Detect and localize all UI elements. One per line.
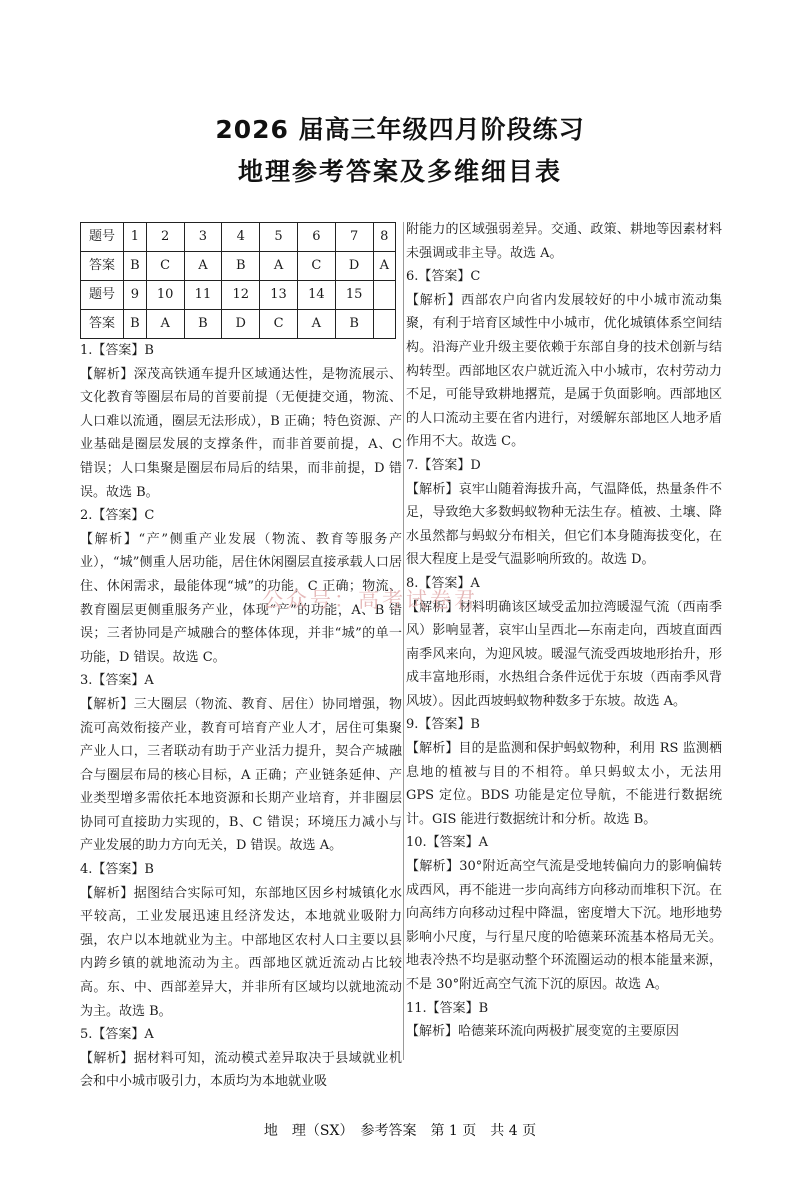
answer-heading: 11.【答案】B — [406, 1000, 489, 1016]
table-cell: 1 — [124, 223, 147, 252]
answer-table — [80, 222, 396, 339]
table-cell: 3 — [184, 223, 222, 252]
answer-heading: 9.【答案】B — [406, 717, 480, 733]
table-cell — [373, 310, 395, 339]
answer-explanation: 【解析】“产”侧重产业发展（物流、教育等服务产业），“城”侧重人居功能，居住休闲圈层直接承载人口居住、休闲需求，最能体现“城”的功能，C 正确；物流、教育圈层更侧重服务产业，体现“产”的功能，A、B 错误；三者协同是产城融合的整体体现，并非“城”的单一功能，D 错误。故选 C。 — [80, 531, 402, 665]
answer-explanation: 【解析】哈德莱环流向两极扩展变宽的主要原因 — [406, 1024, 680, 1040]
table-cell: 12 — [222, 281, 260, 310]
table-row — [81, 310, 396, 339]
table-cell — [373, 281, 395, 310]
table-cell: A — [373, 252, 395, 281]
left-column — [80, 222, 402, 1094]
table-cell: 题号 — [81, 281, 124, 310]
table-cell: A — [260, 252, 298, 281]
answer-heading: 8.【答案】A — [406, 575, 480, 591]
answer-explanation: 【解析】哀牢山随着海拔升高，气温降低，热量条件不足，导致绝大多数蚂蚁物种无法生存。植被、土壤、降水虽然都与蚂蚁分布相关，但它们本身随海拔变化，在很大程度上是受气温影响所致的。故选 D。 — [406, 481, 722, 568]
table-cell: A — [297, 310, 335, 339]
column-divider — [403, 222, 404, 1060]
table-row — [81, 281, 396, 310]
answer-item — [80, 858, 402, 1023]
table-cell: A — [146, 310, 184, 339]
answer-item — [406, 265, 722, 454]
answer-item — [406, 454, 722, 572]
table-cell: B — [184, 310, 222, 339]
table-cell: B — [124, 310, 147, 339]
table-cell: 13 — [260, 281, 298, 310]
page-subtitle: 地理参考答案及多维细目表 — [237, 157, 562, 186]
table-cell: C — [146, 252, 184, 281]
answer-heading: 10.【答案】A — [406, 835, 489, 851]
answer-explanation: 【解析】深茂高铁通车提升区域通达性，是物流展示、文化教育等圈层布局的首要前提（无便捷交通，物流、人口难以流通，圈层无法形成），B 正确；特色资源、产业基础是圈层发展的支撑条件，而非首要前提，A、C 错误；人口集聚是圈层布局后的结果，而非前提，D 错误。故选 B。 — [80, 366, 402, 500]
table-cell: 6 — [297, 223, 335, 252]
answer-item — [406, 831, 722, 996]
answer-explanation: 【解析】西部农户向省内发展较好的中小城市流动集聚，有利于培育区域性中小城市，优化城镇体系空间结构。沿海产业升级主要依赖于东部自身的技术创新与结构转型。西部地区农户就近流入中小城市，农村劳动力不足，可能导致耕地撂荒，是属于负面影响。西部地区的人口流动主要在省内进行，对缓解东部地区人地矛盾作用不大。故选 C。 — [406, 292, 722, 450]
table-cell: D — [222, 310, 260, 339]
table-cell: 8 — [373, 223, 395, 252]
table-cell: 15 — [335, 281, 373, 310]
table-cell: 答案 — [81, 310, 124, 339]
table-cell: B — [335, 310, 373, 339]
answer-explanation: 【解析】材料明确该区域受孟加拉湾暖湿气流（西南季风）影响显著，哀牢山呈西北—东南走向，西坡直面西南季风来向，为迎风坡。暖湿气流受西坡地形抬升，形成丰富地形雨，水热组合条件远优于东坡（西南季风背风坡）。因此西坡蚂蚁物种数多于东坡。故选 A。 — [406, 599, 722, 709]
answer-explanation: 【解析】据材料可知，流动模式差异取决于县域就业机会和中小城市吸引力，本质均为本地就业吸 — [80, 1050, 402, 1090]
answer-heading: 2.【答案】C — [80, 508, 155, 524]
table-cell: C — [297, 252, 335, 281]
answer-heading: 4.【答案】B — [80, 862, 154, 878]
answer-heading: 5.【答案】A — [80, 1027, 154, 1043]
answer-heading: 7.【答案】D — [406, 457, 481, 473]
answer-heading: 6.【答案】C — [406, 269, 481, 285]
page-footer: 地 理（SX） 参考答案 第 1 页 共 4 页 — [263, 1123, 537, 1139]
watermark: 公众号：高考试卷君 — [262, 588, 478, 612]
answer-item — [80, 339, 402, 504]
continued-text: 附能力的区域强弱差异。交通、政策、耕地等因素材料未强调或非主导。故选 A。 — [406, 222, 722, 261]
table-cell: C — [260, 310, 298, 339]
answer-item — [80, 669, 402, 858]
answer-item — [406, 997, 722, 1044]
table-cell: 2 — [146, 223, 184, 252]
table-cell: 4 — [222, 223, 260, 252]
table-cell: 11 — [184, 281, 222, 310]
table-cell: A — [184, 252, 222, 281]
table-cell: 题号 — [81, 223, 124, 252]
table-cell: B — [222, 252, 260, 281]
answer-heading: 3.【答案】A — [80, 673, 154, 689]
answer-explanation: 【解析】30°附近高空气流是受地转偏向力的影响偏转成西风，再不能进一步向高纬方向移动而堆积下沉。在向高纬方向移动过程中降温，密度增大下沉。地形地势影响小尺度，与行星尺度的哈德莱环流基本格局无关。地表冷热不均是驱动整个环流圈运动的根本能量来源，不是 30°附近高空气流下沉的原因。故选 A。 — [406, 859, 722, 992]
answer-item — [80, 1023, 402, 1094]
table-cell: 14 — [297, 281, 335, 310]
table-cell: D — [335, 252, 373, 281]
answer-explanation: 【解析】三大圈层（物流、教育、居住）协同增强，物流可高效衔接产业，教育可培育产业人才，居住可集聚产业人口，三者联动有助于产业活力提升，契合产城融合与圈层布局的核心目标，A 正确；产业链条延伸、产业类型增多需依托本地资源和长期产业培育，并非圈层协同可直接助力实现的，B、C 错误；环境压力减小与产业发展的助力方向无关，D 错误。故选 A。 — [80, 696, 402, 854]
table-cell: 10 — [146, 281, 184, 310]
table-cell: B — [124, 252, 147, 281]
answer-heading: 1.【答案】B — [80, 343, 154, 358]
right-column — [406, 218, 722, 1044]
answer-item — [406, 713, 722, 831]
table-cell: 9 — [124, 281, 147, 310]
table-cell: 答案 — [81, 252, 124, 281]
answer-item — [406, 572, 722, 714]
table-cell: 5 — [260, 223, 298, 252]
page-title: 2026 届高三年级四月阶段练习 — [215, 115, 585, 144]
answer-explanation: 【解析】目的是监测和保护蚂蚁物种，利用 RS 监测栖息地的植被与目的不相符。单只蚂蚁太小，无法用 GPS 定位。BDS 功能是定位导航，不能进行数据统计。GIS 能进行数据统计和分析。故选 B。 — [406, 741, 722, 827]
answer-item — [80, 504, 402, 669]
table-row — [81, 223, 396, 252]
table-cell: 7 — [335, 223, 373, 252]
table-row — [81, 252, 396, 281]
answer-explanation: 【解析】据图结合实际可知，东部地区因乡村城镇化水平较高，工业发展迅速且经济发达，本地就业吸附力强，农户以本地就业为主。中部地区农村人口主要以县内跨乡镇的就地流动为主。西部地区就近流动占比较高。东、中、西部差异大，并非所有区域均以就地流动为主。故选 B。 — [80, 885, 402, 1019]
